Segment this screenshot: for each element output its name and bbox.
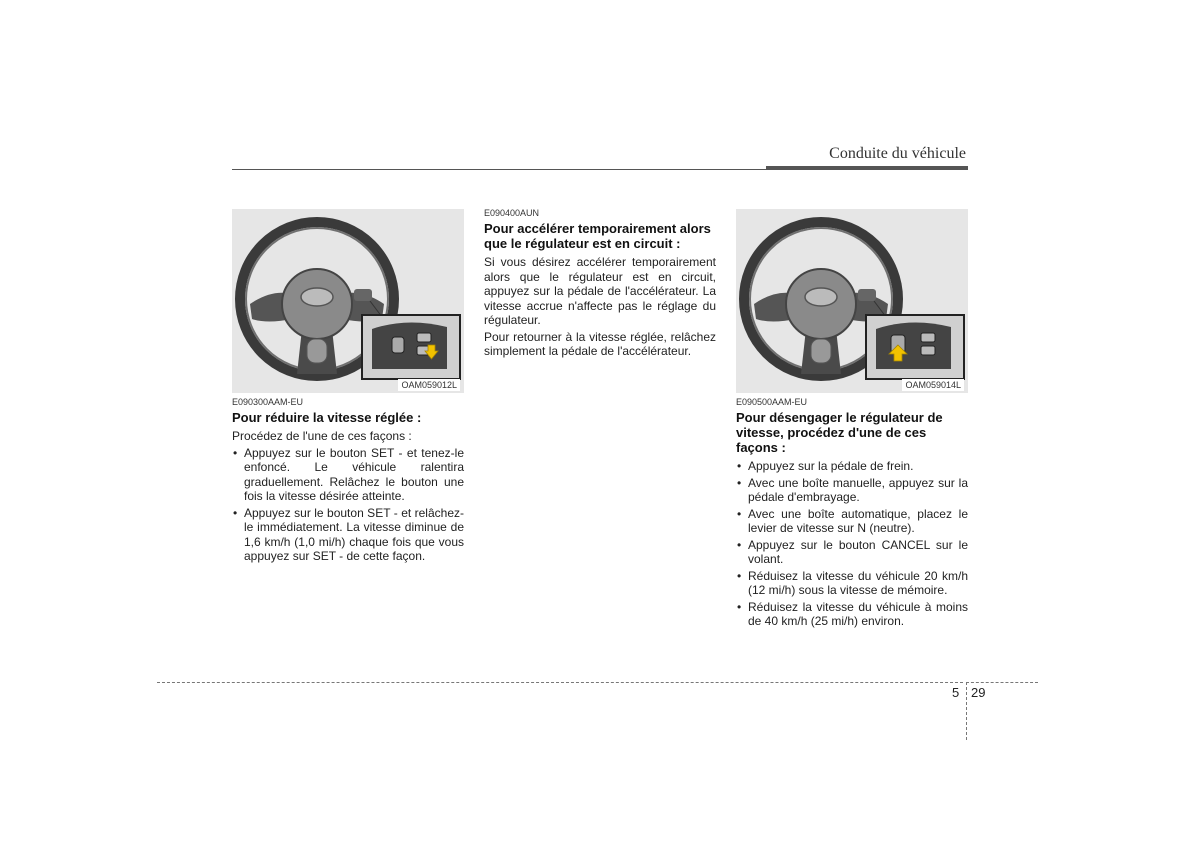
header-rule [232,169,766,170]
list-item: • Réduisez la vitesse du véhicule 20 km/h (12 mi/h) sous la vitesse de mémoire. [736,569,968,598]
list-item: • Réduisez la vitesse du véhicule à moins de 40 km/h (25 mi/h) environ. [736,600,968,629]
reduce-speed-section [232,396,464,566]
paragraph: Pour retourner à la vitesse réglée, relâchez simplement la pédale de l'accélérateur. [484,329,716,358]
cancel-cruise-section [736,396,968,631]
section-code: E090400AUN [484,208,540,218]
section-heading: Pour accélérer temporairement alors que le régulateur est en circuit : [484,221,711,251]
chapter-number: 5 [952,685,960,700]
list-item: • Appuyez sur la pédale de frein. [736,459,968,474]
paragraph: Si vous désirez accélérer temporairement alors que le régulateur est en circuit, appuyez sur la pédale de l'accélérateur. La vitesse accrue n'affecte pas le réglage du régulateur. [484,255,716,327]
section-intro: Procédez de l'une de ces façons : [232,429,412,443]
section-heading: Pour réduire la vitesse réglée : [232,410,422,425]
list-item: • Avec une boîte automatique, placez le levier de vitesse sur N (neutre). [736,507,968,536]
footer-divider [966,682,967,740]
bullet-list [232,446,464,564]
list-item: • Appuyez sur le bouton SET - et relâchez-le immédiatement. La vitesse diminue de 1,6 km/h (1,0 mi/h) chaque fois que vous appuyez sur SET - de cette façon. [232,506,464,564]
accelerate-section [484,207,716,359]
steering-wheel-icon [736,209,968,393]
page-number: 29 [971,685,986,700]
bullet-list [736,459,968,629]
steering-wheel-figure-set [232,209,464,393]
figure-code: OAM059014L [902,379,964,391]
steering-wheel-icon [232,209,464,393]
list-item: • Appuyez sur le bouton CANCEL sur le volant. [736,538,968,567]
footer-rule [966,682,1038,683]
figure-code: OAM059012L [398,379,460,391]
list-item: • Avec une boîte manuelle, appuyez sur la pédale d'embrayage. [736,476,968,505]
steering-wheel-figure-cancel [736,209,968,393]
section-code: E090300AAM-EU [232,397,304,407]
list-item: • Appuyez sur le bouton SET - et tenez-le enfoncé. Le véhicule ralentira graduellement. Relâchez le bouton une fois la vitesse désirée atteinte. [232,446,464,504]
section-code: E090500AAM-EU [736,397,808,407]
section-heading: Pour désengager le régulateur de vitesse, procédez d'une de ces façons : [736,410,943,455]
header-rule-accent [766,166,968,170]
footer-rule [157,682,963,683]
chapter-title: Conduite du véhicule [829,145,966,162]
